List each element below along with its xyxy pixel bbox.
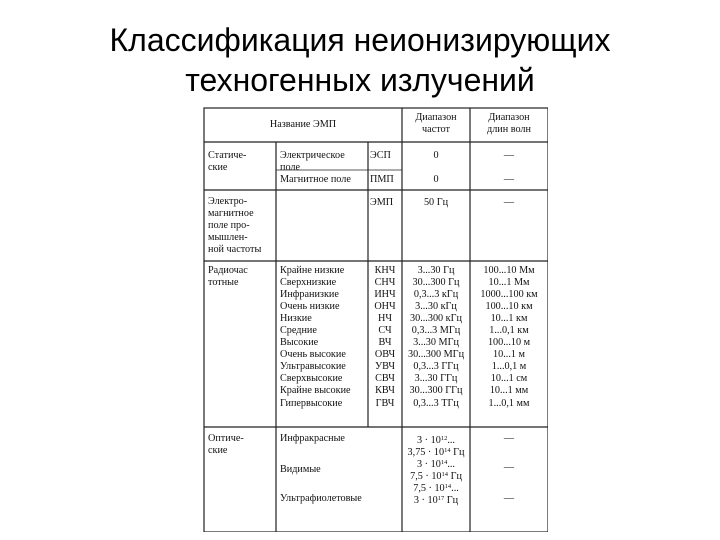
table-row: Сверхнизкие	[280, 277, 337, 289]
header-wavelength-range: Диапазон длин волн	[487, 112, 531, 135]
abbr-emp: ЭМП	[370, 197, 394, 208]
wave-visible: —	[503, 462, 515, 473]
slide-title-line-1: Классификация неионизирующих	[109, 22, 611, 58]
slide-title-line-2: техногенных излучений	[185, 62, 535, 98]
table-row: Сверхвысокие	[280, 373, 343, 385]
freq-esp: 0	[433, 150, 439, 161]
freq-pmp: 0	[433, 174, 439, 185]
radio-band-wavelengths: 100...10 Мм 10...1 Мм 1000...100 км 100...10 км 10...1 км 1...0,1 км 100...10 м 10...1 м 1...0,1 м 10...1 см 10...1 мм 1...0,1 мм	[480, 265, 538, 409]
freq-line: $7,5 \cdot 10^{14}$ Гц	[410, 471, 462, 483]
radio-band-abbrs: КНЧ СНЧ ИНЧ ОНЧ НЧ СЧ ВЧ ОВЧ УВЧ СВЧ КВЧ ГВЧ	[374, 265, 396, 409]
category-optical: Оптиче- ские	[208, 433, 244, 457]
freq-line: $7,5 \cdot 10^{14}$...	[413, 483, 459, 495]
freq-line: $3,75 \cdot 10^{14}$ Гц	[407, 447, 465, 459]
header-name: Название ЭМП	[269, 119, 337, 130]
field-name-magnetic: Магнитное поле	[280, 174, 351, 185]
table-row: Низкие	[280, 313, 312, 325]
table-row: Инфранизкие	[280, 289, 339, 301]
optical-visible: Видимые	[280, 464, 321, 475]
optical-ultraviolet: Ультрафиолетовые	[280, 493, 362, 504]
freq-emp: 50 Гц	[423, 197, 449, 208]
wave-ultraviolet: —	[503, 493, 515, 504]
wave-esp: —	[503, 150, 515, 161]
optical-frequencies	[402, 435, 470, 507]
freq-line: $3 \cdot 10^{12}$...	[417, 435, 455, 446]
table-row: Гипервысокие	[280, 397, 343, 409]
table-row: Ультравысокие	[280, 361, 346, 373]
category-static: Статиче- ские	[208, 150, 247, 174]
radio-band-frequencies: 3...30 Гц 30...300 Гц 0,3...3 кГц 3...30 кГц 30...300 кГц 0,3...3 МГц 3...30 МГц 30...300 МГц 0,3...3 ГГц 3...30 ГГц 30...300 ГГц 0,3...3 ТГц	[407, 265, 465, 409]
table-row: Высокие	[280, 337, 319, 349]
wave-emp: —	[503, 197, 515, 208]
category-industrial: Электро- магнитное поле про- мышлен- ной частоты	[208, 196, 262, 256]
table-row: Крайне высокие	[280, 385, 351, 397]
abbr-esp: ЭСП	[370, 150, 391, 161]
category-radio: Радиочас тотные	[208, 265, 248, 289]
freq-line: $3 \cdot 10^{17}$ Гц	[413, 495, 459, 507]
table-row: Очень высокие	[280, 349, 346, 361]
radio-band-names	[280, 265, 351, 410]
optical-infrared: Инфракрасные	[280, 433, 345, 444]
wave-infrared: —	[503, 433, 515, 444]
slide-title	[0, 20, 720, 100]
header-frequency-range: Диапазон частот	[415, 112, 457, 135]
table-row: Очень низкие	[280, 301, 340, 313]
table-row: Крайне низкие	[280, 265, 345, 276]
wave-pmp: —	[503, 174, 515, 185]
classification-table	[196, 100, 548, 532]
table-row: Средние	[280, 325, 317, 337]
abbr-pmp: ПМП	[370, 174, 394, 185]
field-name-electric: Электрическое поле	[280, 150, 345, 174]
freq-line: $3 \cdot 10^{14}$...	[417, 459, 455, 471]
